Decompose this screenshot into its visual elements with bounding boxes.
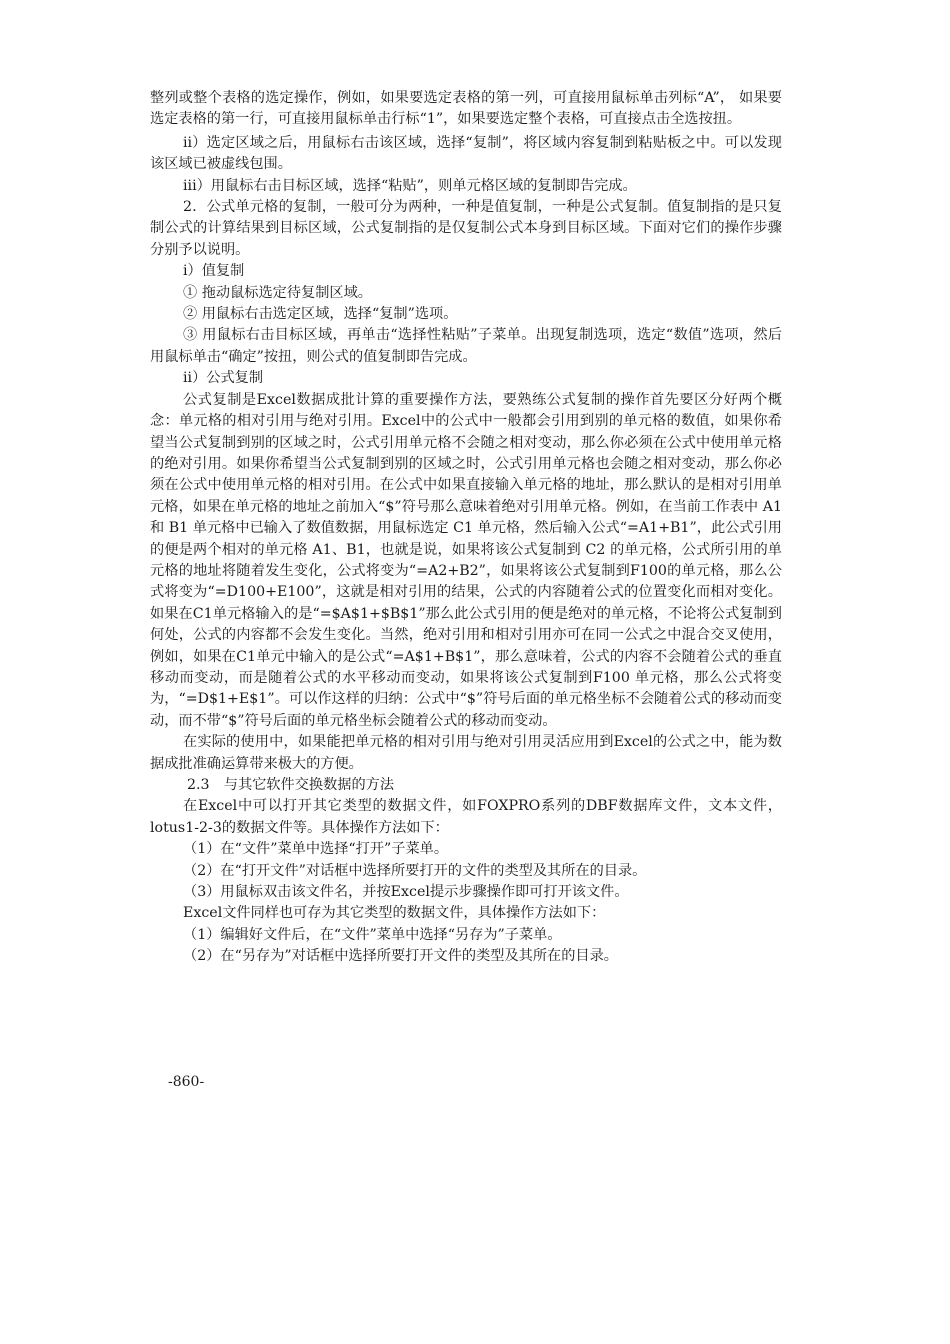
list-item-open-2: （2）在“打开文件”对话框中选择所要打开的文件的类型及其所在的目录。 (183, 862, 647, 879)
subheading-value-copy: i）值复制 (183, 263, 245, 280)
list-item-open-3: （3）用鼠标双击该文件名，并按Excel提示步骤操作即可打开该文件。 (183, 884, 629, 901)
list-item-save-1: （1）编辑好文件后，在“文件”菜单中选择“另存为”子菜单。 (183, 926, 562, 943)
paragraph-step-iii-paste: iii）用鼠标右击目标区域，选择“粘贴”，则单元格区域的复制即告完成。 (183, 177, 637, 194)
paragraph-open-other-files: 在Excel中可以打开其它类型的数据文件，如FOXPRO系列的DBF数据库文件，文本文件，lotus1-2-3的数据文件等。具体操作方法如下： (150, 798, 782, 836)
paragraph-step-ii-copy: ii）选定区域之后，用鼠标右击该区域，选择“复制”，将区域内容复制到粘贴板之中。可以发现该区域已被虚线包围。 (150, 134, 782, 173)
list-item-save-2: （2）在“另存为”对话框中选择所要打开文件的类型及其所在的目录。 (183, 948, 618, 965)
paragraph-relative-absolute-reference: 公式复制是Excel数据成批计算的重要操作方法，要熟练公式复制的操作首先要区分好两个概念：单元格的相对引用与绝对引用。Excel中的公式中一般都会引用到别的单元格的数值，如果你希望当公式复制到别的区域之时，公式引用单元格不会随之相对变动，那么你必须在公式中使用单元格的绝对引用。如果你希望当公式复制到别的区域之时，公式引用单元格也会随之相对变动，那么你必须在公式中使用单元格的相对引用。在公式中如果直接输入单元格的地址，那么默认的是相对引用单元格，如果在单元格的地址之前加入“$”符号那么意味着绝对引用单元格。例如，在当前工作表中 A1 和 B1 单元格中已输入了数值数据，用鼠标选定 C1 单元格，然后输入公式“=A1+B1”，此公式引用的便是两个相对的单元格 A1、B1，也就是说，如果将该公式复制到 C2 的单元格，公式所引用的单元格的地址将随着发生变化，公式将变为“=A2+B2”，如果将该公式复制到F100的单元格，那么公式将变为“=D100+E100”，这就是相对引用的结果，公式的内容随着公式的位置变化而相对变化。如果在C1单元格输入的是“=$A$1+$B$1”那么此公式引用的便是绝对的单元格，不论将公式复制到何处，公式的内容都不会发生变化。当然，绝对引用和相对引用亦可在同一公式之中混合交叉使用，例如，如果在C1单元中输入的是公式“=A$1+B$1”，那么意味着，公式的内容不会随着公式的垂直移动而变动，而是随着公式的水平移动而变动，如果将该公式复制到F100 单元格，那么公式将变为，“=D$1+E$1”。可以作这样的归纳：公式中“$”符号后面的单元格坐标不会随着公式的移动而变动，而不带“$”符号后面的单元格坐标会随着公式的移动而变动。 (150, 391, 782, 729)
document-body (150, 88, 782, 968)
list-item-step-3: ③ 用鼠标右击目标区域，再单击“选择性粘贴”子菜单。出现复制选项，选定“数值”选项，然后用鼠标单击“确定”按扭，则公式的值复制即告完成。 (150, 327, 782, 365)
list-item-step-1: ① 拖动鼠标选定待复制区域。 (183, 284, 372, 301)
paragraph-select-columns: 整列或整个表格的选定操作，例如，如果要选定表格的第一列，可直接用鼠标单击列标“A”， 如果要选定表格的第一行，可直接用鼠标单击行标“1”，如果要选定整个表格，可直接点击全选按扭。 (150, 90, 782, 128)
list-item-open-1: （1）在“文件”菜单中选择“打开”子菜单。 (183, 841, 449, 858)
subheading-formula-copy: ii）公式复制 (183, 370, 264, 387)
paragraph-practical-use: 在实际的使用中，如果能把单元格的相对引用与绝对引用灵活应用到Excel的公式之中，能为数据成批准确运算带来极大的方便。 (150, 734, 782, 772)
list-item-step-2: ② 用鼠标右击选定区域，选择“复制”选项。 (183, 306, 458, 323)
section-heading-2-3: 2.3 与其它软件交换数据的方法 (187, 777, 395, 793)
page-number: -860- (168, 1074, 205, 1090)
paragraph-formula-copy-intro: 2．公式单元格的复制，一般可分为两种，一种是值复制，一种是公式复制。值复制指的是只复制公式的计算结果到目标区域，公式复制指的是仅复制公式本身到目标区域。下面对它们的操作步骤分别予以说明。 (150, 199, 782, 258)
paragraph-save-as-intro: Excel文件同样也可存为其它类型的数据文件，具体操作方法如下： (183, 905, 606, 922)
